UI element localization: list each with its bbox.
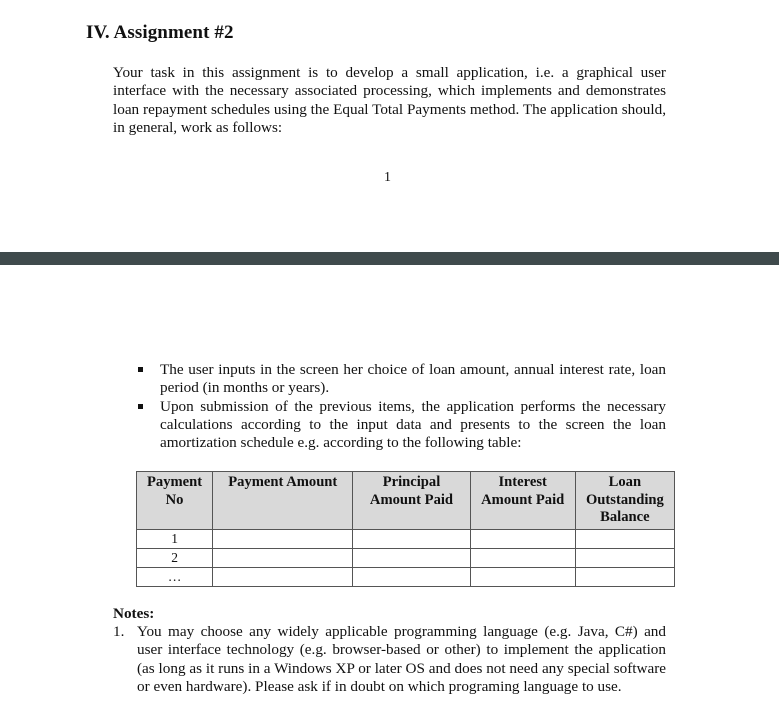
table-cell xyxy=(470,548,575,567)
table-cell xyxy=(470,529,575,548)
col-header-payment-amount: Payment Amount xyxy=(213,472,353,530)
bullet-text: Upon submission of the previous items, the application performs the necessary calculations according to the input data and presents to the screen the loan amortization schedule e.g. according to the following table: xyxy=(160,397,666,452)
document-page-1 xyxy=(0,0,779,252)
table-cell xyxy=(353,567,470,586)
list-item xyxy=(160,398,666,453)
col-header-interest: Interest Amount Paid xyxy=(470,472,575,530)
table-cell xyxy=(353,548,470,567)
table-cell xyxy=(575,567,674,586)
table-cell: … xyxy=(137,567,213,586)
table-row xyxy=(137,567,675,586)
table-cell xyxy=(213,567,353,586)
table-cell xyxy=(575,529,674,548)
table-cell: 2 xyxy=(137,548,213,567)
table-row xyxy=(137,548,675,567)
page-divider xyxy=(0,252,779,265)
table-cell xyxy=(470,567,575,586)
table-header-row xyxy=(137,472,675,530)
table-cell xyxy=(213,529,353,548)
requirements-list xyxy=(160,361,666,452)
table-cell xyxy=(353,529,470,548)
amortization-table xyxy=(136,471,675,587)
col-header-principal: Principal Amount Paid xyxy=(353,472,470,530)
list-item xyxy=(160,361,666,398)
document-page-2 xyxy=(0,265,779,717)
intro-paragraph: Your task in this assignment is to develop a small application, i.e. a graphical user interface with the necessary associated processing, which implements and demonstrates loan repayment schedules using the Equal Total Payments method. The application should, in general, work as follows: xyxy=(113,64,666,136)
bullet-icon xyxy=(138,367,143,372)
table-cell xyxy=(213,548,353,567)
table-cell xyxy=(575,548,674,567)
notes-heading: Notes: xyxy=(113,605,155,622)
col-header-balance: Loan Outstanding Balance xyxy=(575,472,674,530)
bullet-icon xyxy=(138,404,143,409)
section-heading: IV. Assignment #2 xyxy=(86,22,234,43)
col-header-payment-no: Payment No xyxy=(137,472,213,530)
bullet-text: The user inputs in the screen her choice of loan amount, annual interest rate, loan period (in months or years). xyxy=(160,361,666,397)
note-number: 1. xyxy=(113,623,125,640)
table-cell: 1 xyxy=(137,529,213,548)
note-text: You may choose any widely applicable programming language (e.g. Java, C#) and user interface technology (e.g. browser-based or other) to implement the application (as long as it runs in a Windows XP or later OS and does not need any special software or even hardware). Please ask if in doubt on which programing language to use. xyxy=(137,623,666,695)
page-number: 1 xyxy=(384,170,391,185)
table-row xyxy=(137,529,675,548)
